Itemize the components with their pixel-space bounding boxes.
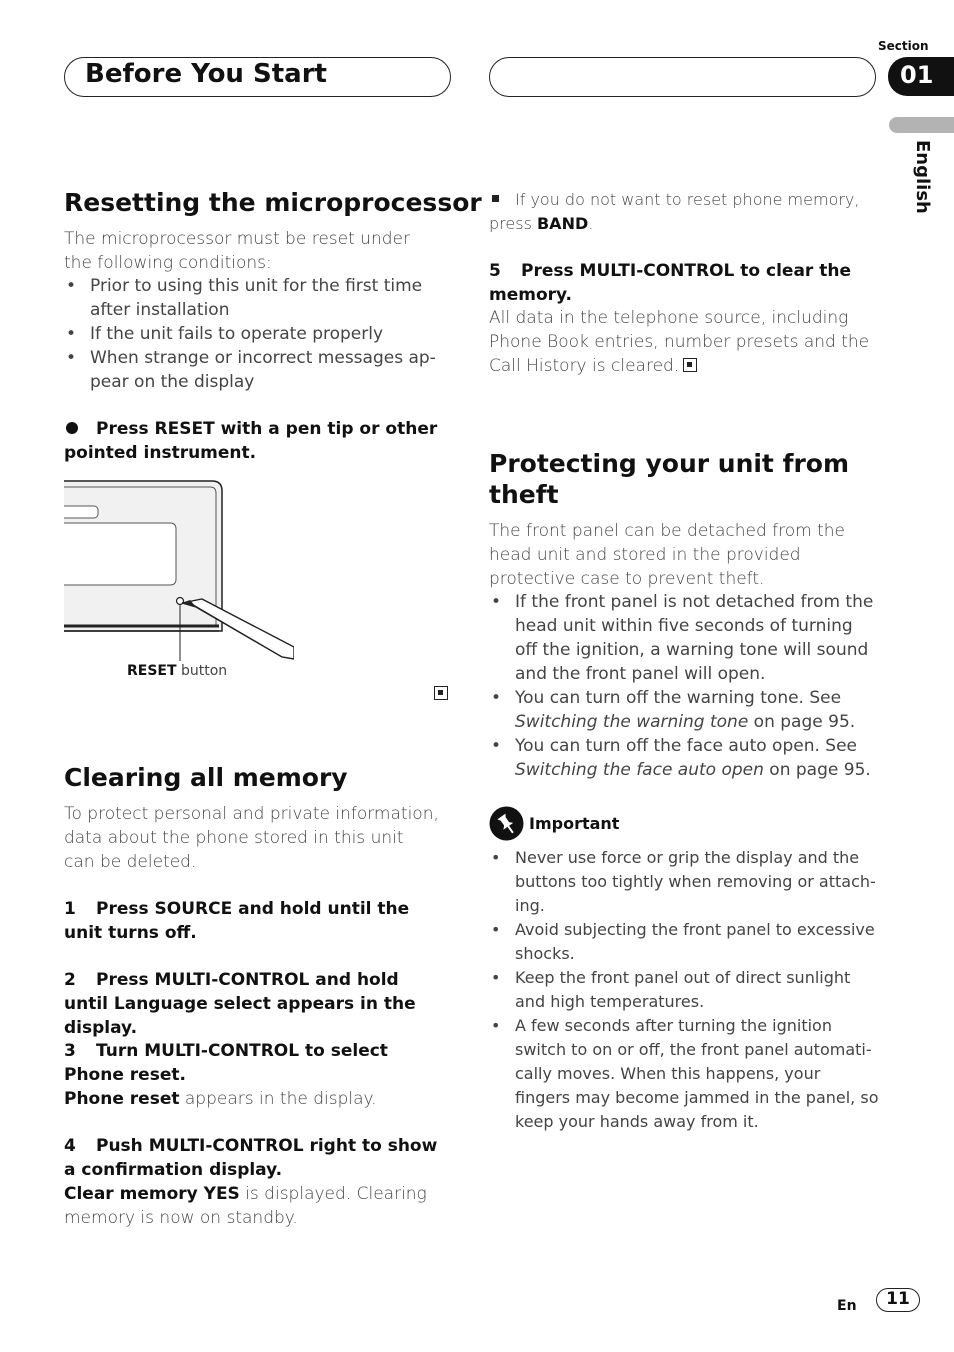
list-item: • Prior to using this unit for the first time after installation [64, 274, 439, 322]
theft-bullets [489, 590, 879, 782]
clear-step-1: 1 Press SOURCE and hold until the unit turns off. [64, 899, 410, 943]
clear-step-3-note: Phone reset appears in the display. [64, 1089, 377, 1109]
section-label: Section [878, 39, 929, 53]
page-header-title: Before You Start [85, 59, 327, 89]
list-item: • Keep the front panel out of direct sunlight and high temperatures. [489, 966, 879, 1014]
reset-conditions-list [64, 274, 439, 394]
clear-step-5: 5 Press MULTI-CONTROL to clear the memory. [489, 261, 851, 305]
list-item: • You can turn off the face auto open. See Switching the face auto open on page 95. [489, 734, 879, 782]
language-tab [889, 117, 954, 133]
reset-button-illustration [64, 479, 294, 661]
clear-step-4: 4 Push MULTI-CONTROL right to show a confirmation display. [64, 1136, 438, 1180]
section-end-mark [683, 358, 697, 372]
band-note: If you do not want to reset phone memory, press BAND. [489, 190, 860, 233]
clear-step-4-note: Clear memory YES is displayed. Clearing memory is now on standby. [64, 1184, 427, 1228]
clear-step-3: 3 Turn MULTI-CONTROL to select Phone reset. [64, 1041, 388, 1085]
list-item: • Avoid subjecting the front panel to excessive shocks. [489, 918, 879, 966]
reset-heading: Resetting the microprocessor [64, 188, 482, 217]
reset-instruction: Press RESET with a pen tip or other pointed instrument. [64, 419, 438, 463]
header-title-frame [64, 57, 451, 97]
cross-reference: Switching the warning tone [515, 712, 749, 732]
clear-intro: To protect personal and private information, data about the phone stored in this unit can be deleted. [64, 804, 439, 872]
theft-intro: The front panel can be detached from the head unit and stored in the provided protective case to prevent theft. [489, 521, 846, 589]
list-item: • Never use force or grip the display and the buttons too tightly when removing or attach-ing. [489, 846, 879, 918]
bullet-dot-icon [66, 422, 78, 434]
reset-figure-caption: RESET button [127, 663, 228, 679]
page-number: 11 [876, 1288, 920, 1312]
section-number-badge: 01 [888, 57, 954, 96]
list-item: • If the front panel is not detached from the head unit within five seconds of turning off the ignition, a warning tone will sound and the front panel will open. [489, 590, 879, 686]
language-label: English [912, 140, 933, 214]
section-end-mark [434, 686, 448, 700]
footer-language-code: En [837, 1298, 857, 1314]
list-item: • You can turn off the warning tone. See Switching the warning tone on page 95. [489, 686, 879, 734]
list-item: • A few seconds after turning the ignition switch to on or off, the front panel automati-cally moves. When this happens, your fingers may become jammed in the panel, so keep your hands away from it. [489, 1014, 879, 1134]
important-label: Important [529, 814, 620, 833]
square-bullet-icon [492, 195, 499, 202]
theft-heading: Protecting your unit from theft [489, 449, 850, 509]
important-pin-icon [489, 806, 524, 841]
important-list [489, 846, 879, 1134]
list-item: • If the unit fails to operate properly [64, 322, 439, 346]
clear-heading: Clearing all memory [64, 763, 348, 792]
clear-step-2: 2 Press MULTI-CONTROL and hold until Language select appears in the display. [64, 970, 416, 1038]
clear-step-5-note: All data in the telephone source, including Phone Book entries, number presets and the Call History is cleared. [489, 308, 870, 376]
cross-reference: Switching the face auto open [515, 760, 764, 780]
list-item: • When strange or incorrect messages ap-pear on the display [64, 346, 439, 394]
header-blank-frame [489, 57, 876, 97]
reset-intro: The microprocessor must be reset under the following conditions: [64, 229, 410, 273]
